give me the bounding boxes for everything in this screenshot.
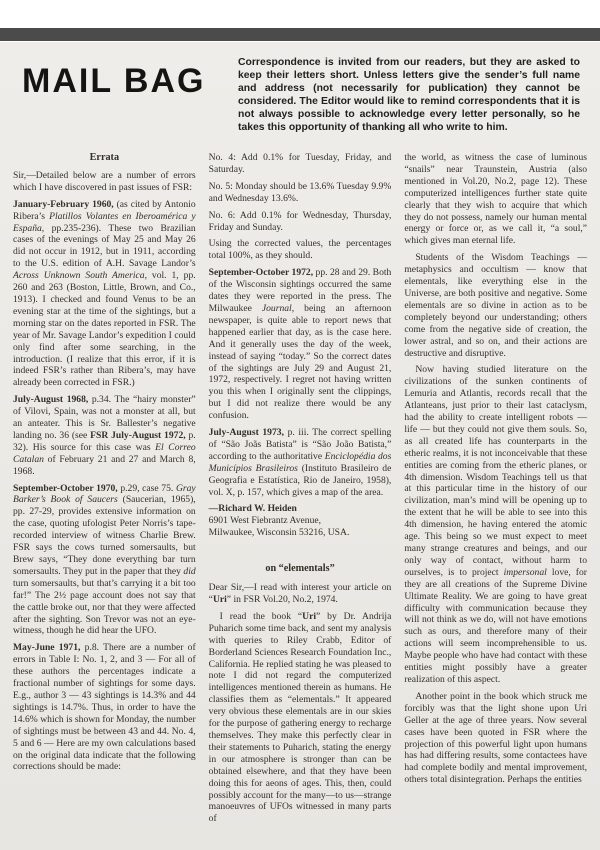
paragraph: No. 6: Add 0.1% for Wednesday, Thursday, Friday and Sunday. [208, 209, 392, 233]
paragraph: Now having studied literature on the civilizations of the sunken continents of Lemuria and Atlantis, records recall that the Atlanteans, just prior to their last cataclysm, had the ability to create intelligent robots — life — but they could not give them souls. So, as all created life has counterparts in the etheric realms, it is not inconceivable that these entities are coming from the etheric planes, or 4th dimension. Wisdom Teachings tell us that at this particular time in the history of our civilization, man’s mind will be opening up to the extent that he will be able to see into this 4th dimension, he having entered the atomic age. This being so we must expect to meet many strange creatures and beings, and our only way of contact, without harm to ourselves, is to project impersonal love, for they are all creations of the Supreme Divine Ultimate Reality. We are going to have great difficulty with communication because they will not think as we do, will not have emotions such as ours, and therefore many of their actions will seem incomprehensible to us. Maybe people who have had contact with these entities might possibly have a greater realization of this aspect. [404, 364, 588, 685]
signature-line: Milwaukee, Wisconsin 53216, USA. [208, 527, 350, 539]
masthead [0, 42, 600, 134]
paragraph: Dear Sir,—I read with interest your article on “Uri” in FSR Vol.20, No.2, 1974. [208, 582, 392, 605]
section-heading: Errata [89, 152, 120, 163]
paragraph: No. 4: Add 0.1% for Tuesday, Friday, and Saturday. [208, 152, 392, 175]
signature-line: 6901 West Fiebrantz Avenue, [208, 515, 322, 527]
paragraph: September-October 1972, pp. 28 and 29. Both of the Wisconsin sightings occurred the same dates they were reported in the press. The Milwaukee Journal, being an afternoon newspaper, is quite able to report news that happened earlier that day, as is the case here. And it generally uses the day of the week, instead of saying “today.” So the correct dates of the sightings are July 29 and August 21, 1972, respectively. I regret not having written you this when I originally sent the clippings, but I did not realize there would be any confusion. [208, 267, 392, 422]
column-3 [404, 152, 587, 830]
paragraph: May-June 1971, p.8. There are a number of errors in Table I: No. 1, 2, and 3 — For all of these authors the percentages indicate a fractional number of sightings for some days. E.g., author 3 — 43 sightings is 14.3% and 44 sightings is 14.7%. Thus, in order to have the 14.6% which is shown for Monday, the number of sightings must be between 43 and 44. No. 4, 5 and 6 — Here are my own calculations based on the original data indicate that the following corrections should be made: [13, 642, 196, 773]
paragraph: the world, as witness the case of luminous “snails” near Traunstein, Austria (also mentioned in Vol.20, No.2, page 12). These computerized intelligences further state quite clearly that they wish to acquire that which they do not possess, namely our human mental energy or force or, as we call it, “a soul,” which gives man eternal life. [404, 152, 588, 247]
paragraph: No. 5: Monday should be 13.6% Tuesday 9.9% and Wednesday 13.6%. [208, 180, 392, 204]
paragraph: January-February 1960, (as cited by Antonio Ribera’s Platillos Volantes en Iberoamérica y España, pp.235-236). These two Brazilian cases of the evenings of May 25 and May 26 did not occur in 1912, but in 1911, according to the U.S. edition of A.H. Savage Landor’s Across Unknown South America, vol. 1, pp. 260 and 263 (Boston, Little, Brown, and Co., 1913). I checked and found Venus to be an evening star at the time of the sightings, but a morning star on the dates reported in FSR. The year of Mr. Savage Landor’s expedition I could only find after some searching, in the introduction. (I realize that this error, if it is indeed FSR’s rather than Ribera’s, may have already been corrected in FSR.) [13, 198, 196, 389]
page-title: MAIL BAG [22, 62, 206, 100]
paragraph: July-August 1973, p. iii. The correct spelling of “São Joãs Batista” is “São João Batista,” according to the authoritative Enciclopédia dos Municípios Brasileiros (Instituto Brasileiro de Geografia e Estatística, Rio de Janeiro, 1958), vol. X, p. 157, which gives a map of the area. [208, 427, 392, 498]
column-1 [13, 152, 196, 830]
paragraph: Using the corrected values, the percentages total 100%, as they should. [208, 238, 392, 262]
signature-line: —Richard W. Heiden [208, 503, 297, 515]
paper [0, 42, 600, 850]
scan-edge-bar [0, 28, 600, 41]
paragraph: I read the book “Uri” by Dr. Andrija Puharich some time back, and sent my analysis with queries to Riley Crabb, Editor of Borderland Sciences Research Foundation Inc., California. He replied stating he was pleased to note I did not regard the computerized intelligences mentioned therein as humans. He classifies them as “elementals.” It appeared very obvious these elementals are in our skies for the purpose of gathering energy to recharge themselves. They make this perfectly clear in their statements to Puharich, stating the energy in our atmosphere is stronger than can be obtained elsewhere, and that they have been doing this for aeons of ages. This, then, could possibly account for the many—to us—strange manoeuvres of UFOs witnessed in many parts of [208, 610, 392, 825]
editor-notice: Correspondence is invited from our readers, but they are asked to keep their letters short. Unless letters give the sender’s full name and address (not necessarily for publication) they cannot be considered. The Editor would like to remind correspondents that it is not always possible to acknowledge every letter personally, so he takes this opportunity of thanking all who write to him. [238, 57, 580, 133]
paragraph: Sir,—Detailed below are a number of errors which I have discovered in past issues of FSR: [13, 169, 196, 193]
paragraph: September-October 1970, p.29, case 75. Gray Barker’s Book of Saucers (Saucerian, 1965), pp. 27-29, provides extensive information on the case, quoting ufologist Peter Norris’s tape-recorded interview of witness Charlie Brew. FSR says the cows turned somersaults, but Brew says, “They done everything bar turn somersaults. They put in the paper that they did turn somersaults, but that’s carrying it a bit too far!” The 2½ page account does not say that the cattle broke out, nor that they were affected after the sighting. Son Trevor was not an eye-witness, though he did hear the UFO. [13, 482, 196, 637]
paragraph: Another point in the book which struck me forcibly was that the light shone upon Uri Geller at the age of three years. Now several cases have been quoted in FSR where the projection of this powerful light upon humans has had differing results, some contactees have had complete bodily and mental improvement, others total disintegration. Perhaps the entities [404, 690, 588, 786]
letter-heading: on “elementals” [265, 563, 335, 575]
paragraph: Students of the Wisdom Teachings — metaphysics and occultism — know that elementals, like everything else in the Universe, are both positive and negative. Some elementals are so divine in action as to be completely beyond our understanding; others come from the negative side of creation, the lower astral, and so on, and their actions are destructive and disruptive. [404, 252, 588, 359]
letter-columns [0, 152, 600, 830]
column-2 [209, 152, 392, 830]
paragraph: July-August 1968, p.34. The “hairy monster” of Vilovi, Spain, was not a monster at all, but an anteater. This is Sr. Ballester’s negative landing no. 36 (see FSR July-August 1972, p. 32). His source for this case was El Correo Catalan of February 21 and 27 and March 8, 1968. [13, 394, 196, 477]
